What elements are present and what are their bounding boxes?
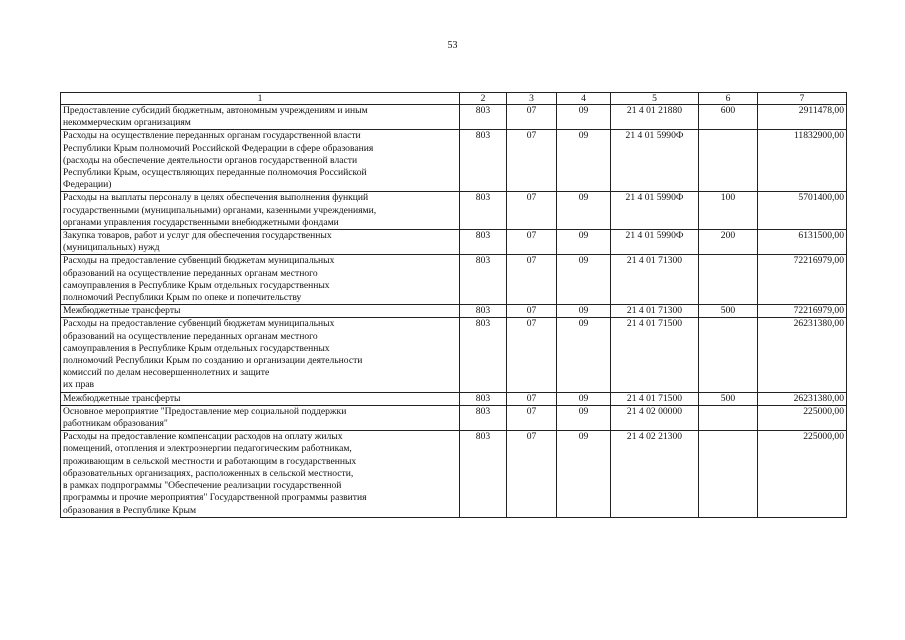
row-description: Закупка товаров, работ и услуг для обеспечения государственных (муниципальных) нужд — [61, 230, 460, 255]
amount: 5701400,00 — [758, 192, 847, 230]
ministry-code: 803 — [460, 105, 507, 130]
ministry-code: 803 — [460, 318, 507, 392]
table-row — [61, 305, 847, 318]
header-row — [61, 93, 847, 105]
row-description: Расходы на осуществление переданных органам государственной власти Республики Крым полномочий Российской Федерации в сфере образования (расходы на обеспечение деятельности органов государственной власти Республики Крым, осуществляющих переданные полномочия Российской Федерации) — [61, 130, 460, 192]
ministry-code: 803 — [460, 305, 507, 318]
table-row — [61, 192, 847, 230]
amount: 72216979,00 — [758, 255, 847, 305]
subsection-code: 09 — [557, 318, 611, 392]
row-description: Расходы на выплаты персоналу в целях обеспечения выполнения функций государственными (муниципальными) органами, казенными учреждениями, органами управления государственными внебюджетными фондами — [61, 192, 460, 230]
ministry-code: 803 — [460, 130, 507, 192]
expense-type-code — [699, 130, 758, 192]
target-item-code: 21 4 01 5990Ф — [611, 130, 699, 192]
subsection-code: 09 — [557, 255, 611, 305]
target-item-code: 21 4 01 71500 — [611, 392, 699, 405]
amount: 2911478,00 — [758, 105, 847, 130]
row-description: Расходы на предоставление субвенций бюджетам муниципальных образований на осуществление переданных органам местного самоуправления в Республике Крым отдельных государственных полномочий Республики Крым по опеке и попечительству — [61, 255, 460, 305]
section-code: 07 — [507, 230, 557, 255]
section-code: 07 — [507, 130, 557, 192]
target-item-code: 21 4 01 21880 — [611, 105, 699, 130]
target-item-code: 21 4 01 71500 — [611, 318, 699, 392]
subsection-code: 09 — [557, 105, 611, 130]
expense-type-code: 100 — [699, 192, 758, 230]
ministry-code: 803 — [460, 392, 507, 405]
ministry-code: 803 — [460, 255, 507, 305]
section-code: 07 — [507, 105, 557, 130]
section-code: 07 — [507, 405, 557, 430]
row-description: Предоставление субсидий бюджетным, автономным учреждениям и иным некоммерческим организациям — [61, 105, 460, 130]
table-row — [61, 255, 847, 305]
row-description: Межбюджетные трансферты — [61, 392, 460, 405]
header-col-6: 6 — [699, 93, 758, 105]
subsection-code: 09 — [557, 405, 611, 430]
section-code: 07 — [507, 431, 557, 517]
amount: 11832900,00 — [758, 130, 847, 192]
expense-type-code — [699, 318, 758, 392]
header-col-4: 4 — [557, 93, 611, 105]
row-description: Расходы на предоставление субвенций бюджетам муниципальных образований на осуществление переданных органам местного самоуправления в Республике Крым отдельных государственных полномочий Республики Крым по созданию и организации деятельности комиссий по делам несовершеннолетних и защите их прав — [61, 318, 460, 392]
row-description: Межбюджетные трансферты — [61, 305, 460, 318]
subsection-code: 09 — [557, 130, 611, 192]
amount: 225000,00 — [758, 405, 847, 430]
table-row — [61, 318, 847, 392]
table-row — [61, 105, 847, 130]
section-code: 07 — [507, 392, 557, 405]
expense-type-code — [699, 431, 758, 517]
target-item-code: 21 4 01 5990Ф — [611, 230, 699, 255]
header-col-1: 1 — [61, 93, 460, 105]
ministry-code: 803 — [460, 230, 507, 255]
section-code: 07 — [507, 192, 557, 230]
subsection-code: 09 — [557, 230, 611, 255]
ministry-code: 803 — [460, 431, 507, 517]
section-code: 07 — [507, 318, 557, 392]
subsection-code: 09 — [557, 431, 611, 517]
section-code: 07 — [507, 255, 557, 305]
target-item-code: 21 4 01 71300 — [611, 255, 699, 305]
subsection-code: 09 — [557, 192, 611, 230]
expense-type-code: 600 — [699, 105, 758, 130]
table-row — [61, 392, 847, 405]
amount: 72216979,00 — [758, 305, 847, 318]
table-row — [61, 405, 847, 430]
header-col-3: 3 — [507, 93, 557, 105]
target-item-code: 21 4 02 21300 — [611, 431, 699, 517]
page-number: 53 — [447, 40, 458, 51]
row-description: Расходы на предоставление компенсации расходов на оплату жилых помещений, отопления и электроэнергии педагогическим работникам, проживающим в сельской местности и работающим в государственных образовательных организациях, расположенных в сельской местности, в рамках подпрограммы "Обеспечение реализации государственной программы и прочие мероприятия" Государственной программы развития образования в Республике Крым — [61, 431, 460, 517]
amount: 225000,00 — [758, 431, 847, 517]
expense-type-code: 500 — [699, 392, 758, 405]
subsection-code: 09 — [557, 392, 611, 405]
table-row — [61, 230, 847, 255]
target-item-code: 21 4 01 71300 — [611, 305, 699, 318]
amount: 26231380,00 — [758, 392, 847, 405]
header-col-7: 7 — [758, 93, 847, 105]
row-description: Основное мероприятие "Предоставление мер социальной поддержки работникам образования" — [61, 405, 460, 430]
amount: 26231380,00 — [758, 318, 847, 392]
expense-type-code: 200 — [699, 230, 758, 255]
target-item-code: 21 4 02 00000 — [611, 405, 699, 430]
header-col-5: 5 — [611, 93, 699, 105]
target-item-code: 21 4 01 5990Ф — [611, 192, 699, 230]
ministry-code: 803 — [460, 405, 507, 430]
section-code: 07 — [507, 305, 557, 318]
budget-table — [60, 92, 847, 518]
header-col-2: 2 — [460, 93, 507, 105]
ministry-code: 803 — [460, 192, 507, 230]
amount: 6131500,00 — [758, 230, 847, 255]
expense-type-code: 500 — [699, 305, 758, 318]
table-row — [61, 130, 847, 192]
expense-type-code — [699, 405, 758, 430]
subsection-code: 09 — [557, 305, 611, 318]
table-row — [61, 431, 847, 517]
expense-type-code — [699, 255, 758, 305]
